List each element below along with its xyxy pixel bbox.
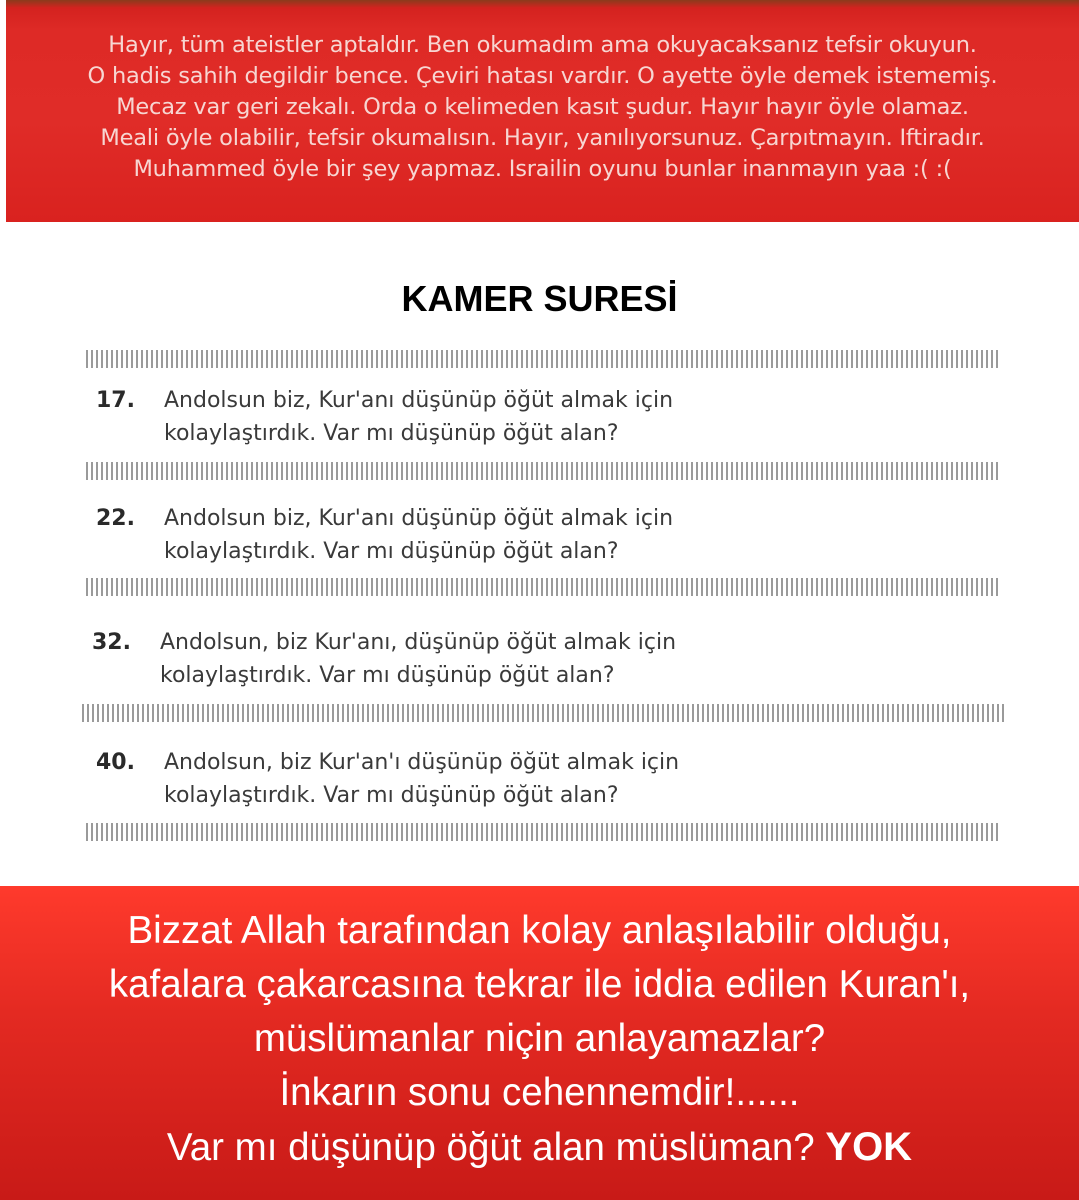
top-banner-line: O hadis sahih degildir bence. Çeviri hatası vardır. O ayette öyle demek istememiş. <box>87 63 998 89</box>
bottom-banner-line: Bizzat Allah tarafından kolay anlaşılabilir olduğu, <box>127 909 952 952</box>
top-banner-line: Mecaz var geri zekalı. Orda o kelimeden kasıt şudur. Hayır hayır öyle olamaz. <box>116 94 969 120</box>
divider <box>86 823 1000 841</box>
divider <box>82 704 1004 722</box>
verse-text: Andolsun, biz Kur'an'ı düşünüp öğüt almak için <box>164 750 680 775</box>
verse-number: 17. <box>96 388 135 413</box>
top-banner-line: Hayır, tüm ateistler aptaldır. Ben okumadım ama okuyacaksanız tefsir okuyun. <box>108 32 977 58</box>
bottom-banner-line: müslümanlar niçin anlayamazlar? <box>253 1017 826 1060</box>
verse-text: kolaylaştırdık. Var mı düşünüp öğüt alan? <box>164 783 619 808</box>
top-banner-line: Meali öyle olabilir, tefsir okumalısın. Hayır, yanılıyorsunuz. Çarpıtmayın. Iftiradır. <box>100 125 985 151</box>
divider <box>86 578 1000 596</box>
bottom-banner-line: kafalara çakarcasına tekrar ile iddia edilen Kuran'ı, <box>108 963 971 1006</box>
verse-number: 32. <box>92 630 131 655</box>
verse-40 <box>96 746 679 812</box>
bottom-banner-line: İnkarın sonu cehennemdir!...... <box>279 1071 800 1114</box>
verse-17 <box>96 384 673 450</box>
verse-32 <box>92 626 676 692</box>
verse-number: 22. <box>96 506 135 531</box>
verse-text: Andolsun biz, Kur'anı düşünüp öğüt almak için <box>164 388 674 413</box>
verse-22 <box>96 502 673 568</box>
bottom-banner <box>0 886 1079 1200</box>
verse-text: Andolsun biz, Kur'anı düşünüp öğüt almak için <box>164 506 674 531</box>
bottom-banner-last-line <box>0 1120 1079 1175</box>
top-banner <box>6 0 1079 222</box>
verse-text: kolaylaştırdık. Var mı düşünüp öğüt alan? <box>164 539 619 564</box>
divider <box>86 462 1000 480</box>
page-title: KAMER SURESİ <box>401 278 678 319</box>
verse-text: Andolsun, biz Kur'anı, düşünüp öğüt almak için <box>160 630 677 655</box>
emphasis-text: YOK <box>825 1125 913 1169</box>
verse-text: kolaylaştırdık. Var mı düşünüp öğüt alan? <box>160 663 615 688</box>
divider <box>86 350 1000 368</box>
top-banner-line: Muhammed öyle bir şey yapmaz. Israilin oyunu bunlar inanmayın yaa :( :( <box>133 156 952 182</box>
verse-number: 40. <box>96 750 135 775</box>
question-text: Var mı düşünüp öğüt alan müslüman? <box>166 1126 815 1169</box>
verse-text: kolaylaştırdık. Var mı düşünüp öğüt alan? <box>164 421 619 446</box>
